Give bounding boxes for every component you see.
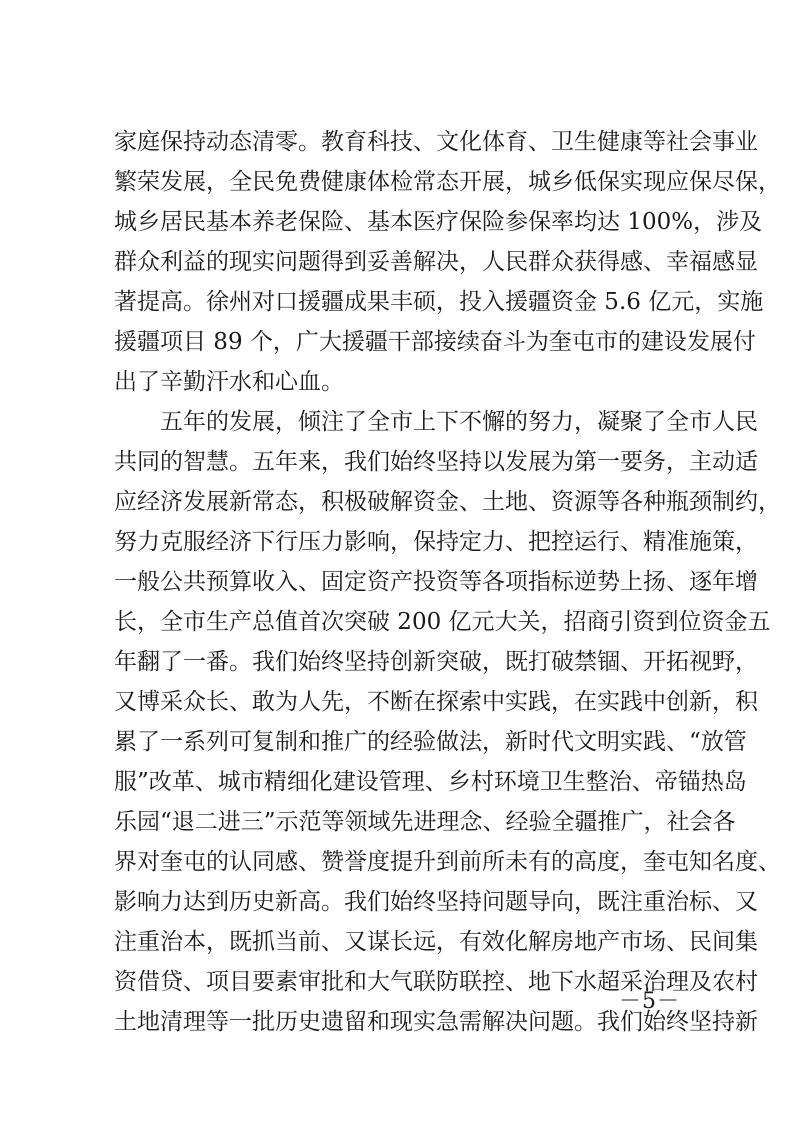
text-line: 年翻了一番。我们始终坚持创新突破，既打破禁锢、开拓视野， (114, 649, 758, 675)
text-line: 应经济发展新常态，积极破解资金、土地、资源等各种瓶颈制约， (114, 489, 781, 515)
paragraph (114, 122, 781, 402)
text-line: 注重治本，既抓当前、又谋长远，有效化解房地产市场、民间集 (114, 929, 758, 955)
text-line: 界对奎屯的认同感、赞誉度提升到前所未有的高度，奎屯知名度、 (114, 849, 781, 875)
text-line: 援疆项目 89 个，广大援疆干部接续奋斗为奎屯市的建设发展付 (114, 329, 756, 355)
document-body (114, 122, 781, 1042)
text-line: 出了辛勤汗水和心血。 (114, 369, 344, 395)
text-line: 城乡居民基本养老保险、基本医疗保险参保率均达 100%，涉及 (114, 209, 763, 235)
text-line: 共同的智慧。五年来，我们始终坚持以发展为第一要务，主动适 (114, 449, 758, 475)
text-line: 五年的发展，倾注了全市上下不懈的努力，凝聚了全市人民 (160, 409, 758, 435)
text-line: 土地清理等一批历史遗留和现实急需解决问题。我们始终坚持新 (114, 1009, 758, 1035)
text-line: 又博采众长、敢为人先，不断在探索中实践，在实践中创新，积 (114, 689, 758, 715)
page-number: －5－ (619, 989, 680, 1014)
text-line: 努力克服经济下行压力影响，保持定力、把控运行、精准施策， (114, 529, 758, 555)
text-line: 群众利益的现实问题得到妥善解决，人民群众获得感、幸福感显 (114, 249, 758, 275)
text-line: 家庭保持动态清零。教育科技、文化体育、卫生健康等社会事业 (114, 129, 758, 155)
text-line: 乐园“退二进三”示范等领域先进理念、经验全疆推广，社会各 (114, 809, 736, 835)
text-line: 服”改革、城市精细化建设管理、乡村环境卫生整治、帝锚热岛 (114, 769, 747, 795)
text-line: 繁荣发展，全民免费健康体检常态开展，城乡低保实现应保尽保， (114, 169, 781, 195)
text-line: 资借贷、项目要素审批和大气联防联控、地下水超采治理及农村 (114, 969, 758, 995)
text-line: 著提高。徐州对口援疆成果丰硕，投入援疆资金 5.6 亿元，实施 (114, 289, 764, 315)
paragraph (114, 402, 781, 1042)
text-line: 长，全市生产总值首次突破 200 亿元大关，招商引资到位资金五 (114, 609, 771, 635)
text-line: 累了一系列可复制和推广的经验做法，新时代文明实践、“放管 (114, 729, 747, 755)
text-line: 一般公共预算收入、固定资产投资等各项指标逆势上扬、逐年增 (114, 569, 758, 595)
text-line: 影响力达到历史新高。我们始终坚持问题导向，既注重治标、又 (114, 889, 758, 915)
